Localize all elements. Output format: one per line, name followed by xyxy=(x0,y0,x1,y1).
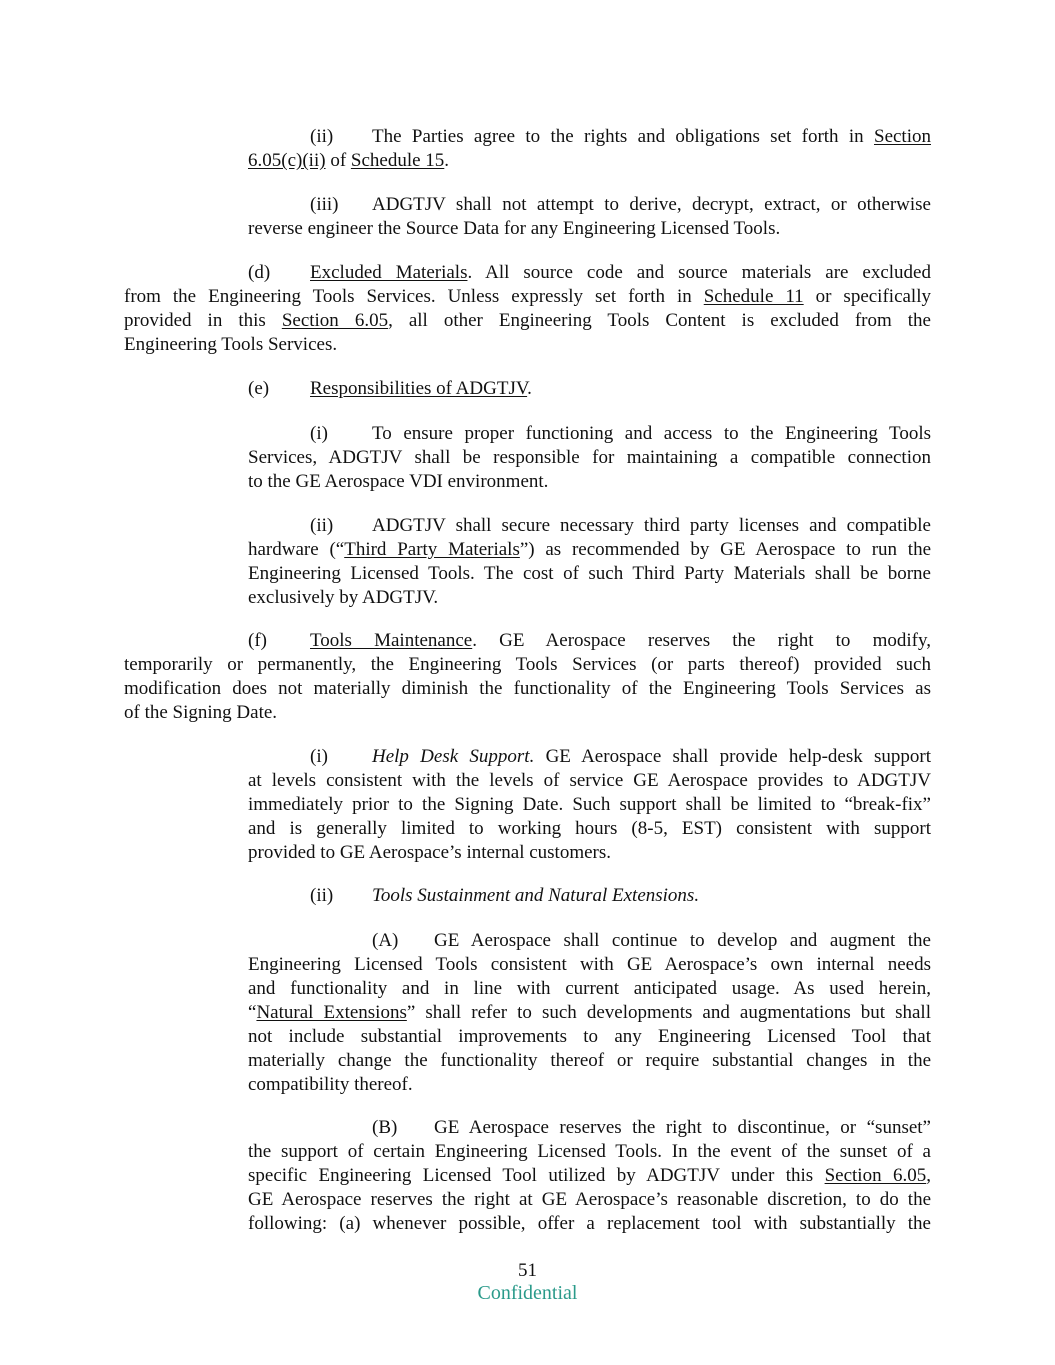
confidential-label: Confidential xyxy=(477,1282,578,1304)
paragraph-e-i: (i) To ensure proper functioning and access to the Engineering Tools Services, ADGTJV shall be responsible for maintaining a compatible connection to the GE Aerospace VDI environment. xyxy=(248,423,931,492)
paragraph-c-iii: (iii) ADGTJV shall not attempt to derive, decrypt, extract, or otherwise reverse engineer the Source Data for any Engineering Licensed Tools. xyxy=(248,194,931,239)
defined-term: Third Party Materials xyxy=(344,539,520,560)
paragraph-f-ii-b: (B) GE Aerospace reserves the right to discontinue, or “sunset” the support of certain Engineering Licensed Tools. In the event of the sunset of a specific Engineering Licensed Tool utilized by ADGTJV under this Section 6.05, GE Aerospace reserves the right at GE Aerospace’s reasonable discretion, to do the following: (a) whenever possible, offer a replacement tool with substantially the xyxy=(248,1117,931,1234)
clause-label: (ii) xyxy=(310,515,334,536)
clause-label: (ii) xyxy=(310,126,334,147)
paragraph-c-ii: (ii) The Parties agree to the rights and obligations set forth in Section 6.05(c)(ii) of Schedule 15. xyxy=(248,126,931,171)
section-heading: Tools Maintenance xyxy=(310,630,473,651)
clause-label: (i) xyxy=(310,423,328,444)
clause-label: (e) xyxy=(248,378,270,399)
clause-label: (ii) xyxy=(310,885,334,906)
defined-term: Natural Extensions xyxy=(256,1002,407,1023)
clause-label: (A) xyxy=(372,930,399,951)
schedule-reference: Schedule 15 xyxy=(350,150,445,171)
section-heading: Help Desk Support. xyxy=(372,746,535,767)
paragraph-f-ii-a: (A) GE Aerospace shall continue to develop and augment the Engineering Licensed Tools consistent with GE Aerospace’s own internal needs and functionality and in line with current anticipated usage. As used herein, “Natural Extensions” shall refer to such developments and augmentations but shall not include substantial improvements to any Engineering Licensed Tool that materially change the functionality thereof or require substantial changes in the compatibility thereof. xyxy=(248,930,931,1095)
clause-label: (iii) xyxy=(310,194,339,215)
schedule-reference: Schedule 11 xyxy=(703,286,804,307)
clause-label: (i) xyxy=(310,746,328,767)
section-reference: Section 6.05 xyxy=(281,310,389,331)
section-reference: 6.05(c)(ii) xyxy=(248,150,326,171)
paragraph-f-ii-tools-sustainment xyxy=(248,884,931,908)
paragraph-f-tools-maintenance: (f) Tools Maintenance. GE Aerospace reserves the right to modify, temporarily or permanently, the Engineering Tools Services (or parts thereof) provided such modification does not materially diminish the functionality of the Engineering Tools Services as of the Signing Date. xyxy=(124,630,931,723)
clause-label: (f) xyxy=(248,630,267,651)
paragraph-f-i-help-desk: (i) Help Desk Support. GE Aerospace shall provide help-desk support at levels consistent with the levels of service GE Aerospace provides to ADGTJV immediately prior to the Signing Date. Such support shall be limited to “break-fix” and is generally limited to working hours (8-5, EST) consistent with support provided to GE Aerospace’s internal customers. xyxy=(248,746,932,863)
paragraph-e-responsibilities: (e) Responsibilities of ADGTJV. xyxy=(248,378,532,399)
section-heading: Tools Sustainment and Natural Extensions. xyxy=(372,885,700,906)
page-number: 51 xyxy=(518,1260,537,1281)
section-heading: Excluded Materials xyxy=(310,262,468,283)
section-reference: Section 6.05 xyxy=(824,1165,927,1186)
section-reference: Section xyxy=(874,126,931,147)
paragraph-d-excluded-materials: (d) Excluded Materials. All source code and source materials are excluded from the Engineering Tools Services. Unless expressly set forth in Schedule 11 or specifically provided in this Section 6.05, all other Engineering Tools Content is excluded from the Engineering Tools Services. xyxy=(124,262,931,355)
paragraph-e-ii: (ii) ADGTJV shall secure necessary third party licenses and compatible hardware (“Third Party Materials”) as recommended by GE Aerospace to run the Engineering Licensed Tools. The cost of such Third Party Materials shall be borne exclusively by ADGTJV. xyxy=(248,515,932,608)
section-heading: Responsibilities of ADGTJV xyxy=(310,378,528,399)
clause-label: (B) xyxy=(372,1117,398,1138)
clause-label: (d) xyxy=(248,262,271,283)
